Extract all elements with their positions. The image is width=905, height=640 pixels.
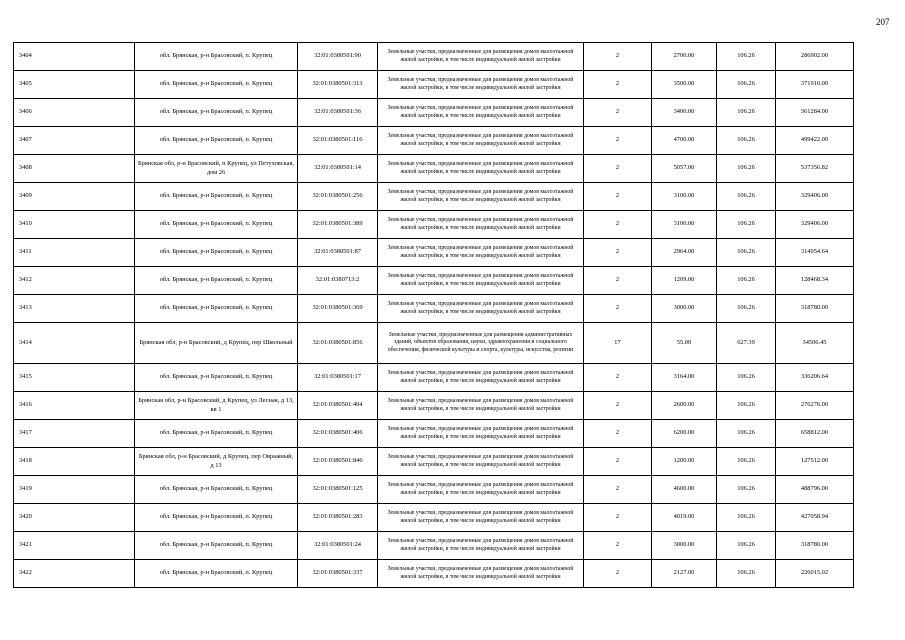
address-cell: обл. Брянская, р-н Брасовский, п. Крупец (135, 267, 298, 295)
table-row (14, 560, 854, 588)
cadastral-value-cell: 361284.00 (776, 99, 854, 127)
table-row (14, 155, 854, 183)
specific-value-cell: 106.26 (717, 155, 776, 183)
table-row (14, 392, 854, 420)
cadastral-value-cell: 499422.00 (776, 127, 854, 155)
cadastral-number-cell: 32:01:0380501:14 (298, 155, 378, 183)
category-code-cell: 2 (584, 43, 652, 71)
address-cell: обл. Брянская, р-н Брасовский, п. Крупец (135, 532, 298, 560)
table-row (14, 99, 854, 127)
category-code-cell: 2 (584, 476, 652, 504)
table-row (14, 183, 854, 211)
area-cell: 2127.00 (652, 560, 717, 588)
row-number-cell: 3412 (14, 267, 135, 295)
cadastral-value-cell: 127512.00 (776, 448, 854, 476)
cadastral-value-cell: 371910.00 (776, 71, 854, 99)
area-cell: 2600.00 (652, 392, 717, 420)
page-number: 207 (876, 17, 890, 27)
land-use-cell: Земельные участки, предназначенные для размещения домов малоэтажной жилой застройки, в том числе индивидуальной жилой застройки (378, 71, 584, 99)
row-number-cell: 3422 (14, 560, 135, 588)
specific-value-cell: 106.26 (717, 211, 776, 239)
row-number-cell: 3421 (14, 532, 135, 560)
address-cell: Брянская обл, р-н Брасовский, д Крупец, пер Школьный (135, 323, 298, 364)
address-cell: обл. Брянская, р-н Брасовский, п. Крупец (135, 127, 298, 155)
cadastral-number-cell: 32:01:0380501:494 (298, 392, 378, 420)
table-row (14, 504, 854, 532)
category-code-cell: 2 (584, 239, 652, 267)
cadastral-value-cell: 128468.34 (776, 267, 854, 295)
land-use-cell: Земельные участки, предназначенные для размещения домов малоэтажной жилой застройки, в том числе индивидуальной жилой застройки (378, 211, 584, 239)
area-cell: 3500.00 (652, 71, 717, 99)
address-cell: обл. Брянская, р-н Брасовский, п. Крупец (135, 239, 298, 267)
cadastral-number-cell: 32:01:0380501:125 (298, 476, 378, 504)
area-cell: 3100.00 (652, 183, 717, 211)
land-use-cell: Земельные участки, предназначенные для размещения домов малоэтажной жилой застройки, в том числе индивидуальной жилой застройки (378, 183, 584, 211)
cadastral-number-cell: 32:01:0380501:256 (298, 183, 378, 211)
row-number-cell: 3406 (14, 99, 135, 127)
row-number-cell: 3415 (14, 364, 135, 392)
area-cell: 3000.00 (652, 532, 717, 560)
area-cell: 5057.00 (652, 155, 717, 183)
land-use-cell: Земельные участки, предназначенные для размещения домов малоэтажной жилой застройки, в том числе индивидуальной жилой застройки (378, 392, 584, 420)
cadastral-value-cell: 329406.00 (776, 211, 854, 239)
category-code-cell: 2 (584, 183, 652, 211)
cadastral-value-cell: 226015.02 (776, 560, 854, 588)
row-number-cell: 3414 (14, 323, 135, 364)
address-cell: Брянская обл, р-н Брасовский, п Крупец, ул Петуховская, дом 26 (135, 155, 298, 183)
category-code-cell: 17 (584, 323, 652, 364)
address-cell: обл. Брянская, р-н Брасовский, п. Крупец (135, 211, 298, 239)
category-code-cell: 2 (584, 211, 652, 239)
land-use-cell: Земельные участки, предназначенные для размещения домов малоэтажной жилой застройки, в том числе индивидуальной жилой застройки (378, 420, 584, 448)
land-use-cell: Земельные участки, предназначенные для размещения домов малоэтажной жилой застройки, в том числе индивидуальной жилой застройки (378, 364, 584, 392)
specific-value-cell: 106.26 (717, 392, 776, 420)
address-cell: обл. Брянская, р-н Брасовский, п. Крупец (135, 99, 298, 127)
land-use-cell: Земельные участки, предназначенные для размещения домов малоэтажной жилой застройки, в том числе индивидуальной жилой застройки (378, 155, 584, 183)
area-cell: 1200.00 (652, 448, 717, 476)
specific-value-cell: 106.26 (717, 364, 776, 392)
cadastral-number-cell: 32:01:0380501:313 (298, 71, 378, 99)
address-cell: обл. Брянская, р-н Брасовский, п. Крупец (135, 183, 298, 211)
specific-value-cell: 106.26 (717, 127, 776, 155)
table-row (14, 267, 854, 295)
cadastral-value-cell: 336206.64 (776, 364, 854, 392)
category-code-cell: 2 (584, 155, 652, 183)
cadastral-number-cell: 32:01:0380501:389 (298, 211, 378, 239)
land-use-cell: Земельные участки, предназначенные для размещения домов малоэтажной жилой застройки, в том числе индивидуальной жилой застройки (378, 127, 584, 155)
specific-value-cell: 106.26 (717, 267, 776, 295)
cadastral-value-cell: 276276.00 (776, 392, 854, 420)
category-code-cell: 2 (584, 71, 652, 99)
area-cell: 4600.00 (652, 476, 717, 504)
area-cell: 55.00 (652, 323, 717, 364)
cadastral-number-cell: 32:01:0380501:846 (298, 448, 378, 476)
table-row (14, 448, 854, 476)
row-number-cell: 3405 (14, 71, 135, 99)
cadastral-value-cell: 314954.64 (776, 239, 854, 267)
category-code-cell: 2 (584, 295, 652, 323)
area-cell: 3000.00 (652, 295, 717, 323)
cadastral-value-cell: 34506.45 (776, 323, 854, 364)
category-code-cell: 2 (584, 532, 652, 560)
land-use-cell: Земельные участки, предназначенные для размещения домов малоэтажной жилой застройки, в том числе индивидуальной жилой застройки (378, 239, 584, 267)
row-number-cell: 3408 (14, 155, 135, 183)
table-row (14, 323, 854, 364)
row-number-cell: 3419 (14, 476, 135, 504)
cadastral-value-cell: 318780.00 (776, 532, 854, 560)
address-cell: обл. Брянская, р-н Брасовский, п. Крупец (135, 504, 298, 532)
category-code-cell: 2 (584, 267, 652, 295)
land-use-cell: Земельные участки, предназначенные для размещения административных зданий, объектов образования, науки, здравоохранения и социального обеспечения, физической культуры и спорта, культуры, искусства, религии (378, 323, 584, 364)
specific-value-cell: 106.26 (717, 476, 776, 504)
cadastral-number-cell: 32:01:0380501:36 (298, 99, 378, 127)
land-use-cell: Земельные участки, предназначенные для размещения домов малоэтажной жилой застройки, в том числе индивидуальной жилой застройки (378, 476, 584, 504)
cadastral-value-cell: 427058.94 (776, 504, 854, 532)
land-use-cell: Земельные участки, предназначенные для размещения домов малоэтажной жилой застройки, в том числе индивидуальной жилой застройки (378, 504, 584, 532)
area-cell: 2700.00 (652, 43, 717, 71)
specific-value-cell: 106.26 (717, 239, 776, 267)
table-row (14, 71, 854, 99)
land-use-cell: Земельные участки, предназначенные для размещения домов малоэтажной жилой застройки, в том числе индивидуальной жилой застройки (378, 532, 584, 560)
cadastral-value-cell: 658812.00 (776, 420, 854, 448)
table-row (14, 239, 854, 267)
row-number-cell: 3413 (14, 295, 135, 323)
table-row (14, 532, 854, 560)
area-cell: 1209.00 (652, 267, 717, 295)
row-number-cell: 3409 (14, 183, 135, 211)
address-cell: обл. Брянская, р-н Брасовский, п. Крупец (135, 364, 298, 392)
address-cell: Брянская обл, р-н Брасовский, д Крупец, ул Лесная, д 13, кв 1 (135, 392, 298, 420)
address-cell: обл. Брянская, р-н Брасовский, п. Крупец (135, 560, 298, 588)
area-cell: 2964.00 (652, 239, 717, 267)
category-code-cell: 2 (584, 392, 652, 420)
specific-value-cell: 106.26 (717, 295, 776, 323)
area-cell: 6200.00 (652, 420, 717, 448)
category-code-cell: 2 (584, 420, 652, 448)
row-number-cell: 3418 (14, 448, 135, 476)
cadastral-number-cell: 32:01:0380501:369 (298, 295, 378, 323)
area-cell: 4700.00 (652, 127, 717, 155)
address-cell: обл. Брянская, р-н Брасовский, п. Крупец (135, 43, 298, 71)
category-code-cell: 2 (584, 364, 652, 392)
area-cell: 4019.00 (652, 504, 717, 532)
table-row (14, 211, 854, 239)
cadastral-number-cell: 32:01:0380501:24 (298, 532, 378, 560)
specific-value-cell: 106.26 (717, 420, 776, 448)
address-cell: обл. Брянская, р-н Брасовский, п. Крупец (135, 476, 298, 504)
row-number-cell: 3410 (14, 211, 135, 239)
specific-value-cell: 106.26 (717, 43, 776, 71)
table-row (14, 295, 854, 323)
row-number-cell: 3416 (14, 392, 135, 420)
row-number-cell: 3407 (14, 127, 135, 155)
specific-value-cell: 106.26 (717, 183, 776, 211)
area-cell: 3400.00 (652, 99, 717, 127)
cadastral-number-cell: 32:01:0380501:856 (298, 323, 378, 364)
table-row (14, 476, 854, 504)
area-cell: 3100.00 (652, 211, 717, 239)
cadastral-number-cell: 32:01:0380501:283 (298, 504, 378, 532)
cadastral-number-cell: 32:01:0380501:90 (298, 43, 378, 71)
table-row (14, 420, 854, 448)
row-number-cell: 3417 (14, 420, 135, 448)
specific-value-cell: 106.26 (717, 532, 776, 560)
table-row (14, 127, 854, 155)
address-cell: обл. Брянская, р-н Брасовский, п. Крупец (135, 71, 298, 99)
area-cell: 3164.00 (652, 364, 717, 392)
cadastral-value-cell: 286902.00 (776, 43, 854, 71)
address-cell: Брянская обл, р-н Брасовский, д Крупец, пер Овражный, д 13 (135, 448, 298, 476)
specific-value-cell: 106.26 (717, 71, 776, 99)
land-use-cell: Земельные участки, предназначенные для размещения домов малоэтажной жилой застройки, в том числе индивидуальной жилой застройки (378, 99, 584, 127)
land-use-cell: Земельные участки, предназначенные для размещения домов малоэтажной жилой застройки, в том числе индивидуальной жилой застройки (378, 43, 584, 71)
category-code-cell: 2 (584, 448, 652, 476)
specific-value-cell: 106.26 (717, 448, 776, 476)
cadastral-number-cell: 32:01:0380713:2 (298, 267, 378, 295)
cadastral-number-cell: 32:01:0380501:116 (298, 127, 378, 155)
specific-value-cell: 106.26 (717, 560, 776, 588)
cadastral-number-cell: 32:01:0380501:406 (298, 420, 378, 448)
specific-value-cell: 627.39 (717, 323, 776, 364)
specific-value-cell: 106.26 (717, 99, 776, 127)
cadastral-value-table (13, 42, 854, 588)
cadastral-value-cell: 329406.00 (776, 183, 854, 211)
table-row (14, 43, 854, 71)
category-code-cell: 2 (584, 127, 652, 155)
address-cell: обл. Брянская, р-н Брасовский, п. Крупец (135, 420, 298, 448)
land-use-cell: Земельные участки, предназначенные для размещения домов малоэтажной жилой застройки, в том числе индивидуальной жилой застройки (378, 267, 584, 295)
cadastral-value-cell: 318780.00 (776, 295, 854, 323)
row-number-cell: 3420 (14, 504, 135, 532)
specific-value-cell: 106.26 (717, 504, 776, 532)
cadastral-value-cell: 488796.00 (776, 476, 854, 504)
category-code-cell: 2 (584, 99, 652, 127)
cadastral-number-cell: 32:01:0380501:87 (298, 239, 378, 267)
category-code-cell: 2 (584, 504, 652, 532)
row-number-cell: 3404 (14, 43, 135, 71)
cadastral-number-cell: 32:01:0380501:17 (298, 364, 378, 392)
cadastral-value-cell: 537356.82 (776, 155, 854, 183)
land-use-cell: Земельные участки, предназначенные для размещения домов малоэтажной жилой застройки, в том числе индивидуальной жилой застройки (378, 448, 584, 476)
table-body (14, 43, 854, 588)
land-use-cell: Земельные участки, предназначенные для размещения домов малоэтажной жилой застройки, в том числе индивидуальной жилой застройки (378, 295, 584, 323)
category-code-cell: 2 (584, 560, 652, 588)
row-number-cell: 3411 (14, 239, 135, 267)
cadastral-number-cell: 32:01:0380501:337 (298, 560, 378, 588)
land-use-cell: Земельные участки, предназначенные для размещения домов малоэтажной жилой застройки, в том числе индивидуальной жилой застройки (378, 560, 584, 588)
address-cell: обл. Брянская, р-н Брасовский, п. Крупец (135, 295, 298, 323)
table-row (14, 364, 854, 392)
